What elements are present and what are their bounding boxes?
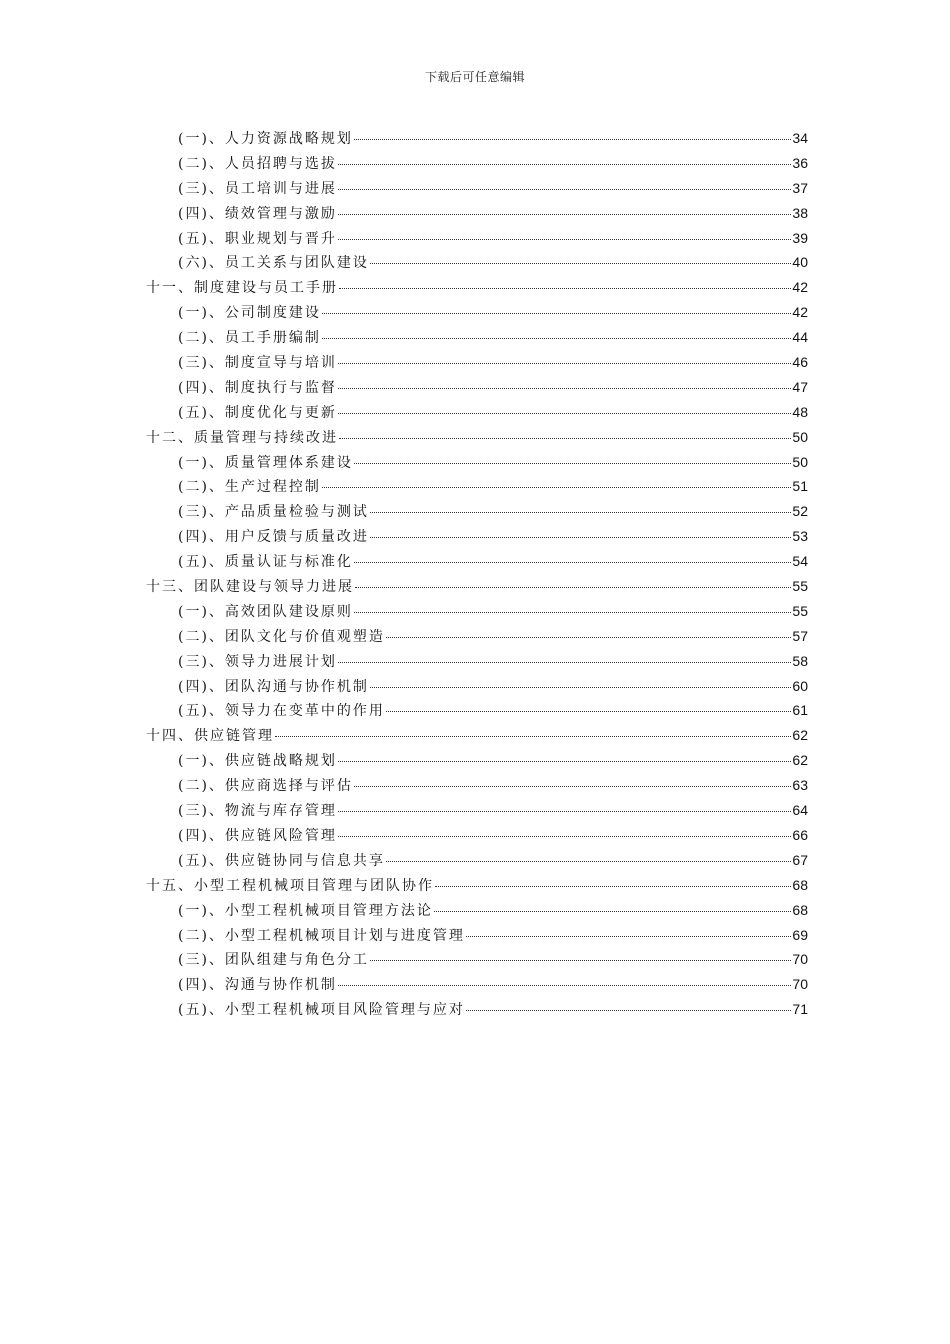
toc-entry-title: (三)、制度宣导与培训 xyxy=(178,355,337,372)
toc-entry-page-number: 46 xyxy=(792,354,808,371)
toc-entry-page-number: 62 xyxy=(792,727,808,744)
toc-section-entry[interactable] xyxy=(146,300,808,325)
toc-entry-title: 十二、质量管理与持续改进 xyxy=(146,429,338,446)
toc-entry-title: (四)、制度执行与监督 xyxy=(178,379,337,396)
toc-dot-leader xyxy=(339,437,791,439)
toc-entry-page-number: 50 xyxy=(792,428,808,445)
toc-entry-title: (五)、制度优化与更新 xyxy=(178,404,337,421)
toc-dot-leader xyxy=(466,935,791,937)
toc-entry-page-number: 64 xyxy=(792,802,808,819)
toc-dot-leader xyxy=(466,1009,791,1011)
toc-entry-title: 十一、制度建设与员工手册 xyxy=(146,280,338,297)
toc-section-entry[interactable] xyxy=(146,450,808,475)
toc-section-entry[interactable] xyxy=(146,599,808,624)
toc-entry-page-number: 34 xyxy=(792,130,808,146)
toc-dot-leader xyxy=(338,810,791,812)
toc-dot-leader xyxy=(386,860,791,862)
toc-dot-leader xyxy=(322,486,791,488)
toc-entry-title: (四)、供应链风险管理 xyxy=(178,827,337,844)
toc-entry-page-number: 55 xyxy=(792,578,808,595)
toc-entry-title: (四)、团队沟通与协作机制 xyxy=(178,678,369,695)
toc-section-entry[interactable] xyxy=(146,201,808,226)
toc-section-entry[interactable] xyxy=(146,823,808,848)
toc-section-entry[interactable] xyxy=(146,798,808,823)
toc-entry-title: 十四、供应链管理 xyxy=(146,728,274,745)
toc-section-entry[interactable] xyxy=(146,250,808,275)
toc-dot-leader xyxy=(386,636,791,638)
toc-entry-title: (四)、绩效管理与激励 xyxy=(178,205,337,222)
toc-chapter-entry[interactable] xyxy=(146,723,808,748)
toc-entry-title: (二)、小型工程机械项目计划与进度管理 xyxy=(178,927,465,944)
toc-dot-leader xyxy=(338,412,791,414)
toc-dot-leader xyxy=(339,287,791,289)
toc-entry-page-number: 67 xyxy=(792,851,808,868)
toc-entry-title: (二)、供应商选择与评估 xyxy=(178,778,353,795)
toc-section-entry[interactable] xyxy=(146,748,808,773)
toc-section-entry[interactable] xyxy=(146,698,808,723)
toc-dot-leader xyxy=(354,462,791,464)
toc-entry-page-number: 42 xyxy=(792,304,808,321)
toc-section-entry[interactable] xyxy=(146,151,808,176)
toc-entry-page-number: 60 xyxy=(792,677,808,694)
toc-section-entry[interactable] xyxy=(146,773,808,798)
toc-entry-title: (一)、供应链战略规划 xyxy=(178,753,337,770)
toc-entry-title: (一)、公司制度建设 xyxy=(178,305,321,322)
toc-entry-title: (四)、沟通与协作机制 xyxy=(178,977,337,994)
toc-dot-leader xyxy=(370,511,791,513)
toc-section-entry[interactable] xyxy=(146,898,808,923)
toc-entry-page-number: 71 xyxy=(792,1001,808,1018)
toc-section-entry[interactable] xyxy=(146,624,808,649)
toc-entry-page-number: 61 xyxy=(792,702,808,719)
toc-section-entry[interactable] xyxy=(146,375,808,400)
toc-entry-page-number: 62 xyxy=(792,752,808,769)
toc-section-entry[interactable] xyxy=(146,947,808,972)
toc-dot-leader xyxy=(338,984,791,986)
toc-chapter-entry[interactable] xyxy=(146,275,808,300)
toc-dot-leader xyxy=(338,835,791,837)
toc-entry-title: (二)、团队文化与价值观塑造 xyxy=(178,628,385,645)
toc-entry-title: (一)、小型工程机械项目管理方法论 xyxy=(178,902,433,919)
toc-entry-page-number: 66 xyxy=(792,826,808,843)
toc-section-entry[interactable] xyxy=(146,848,808,873)
toc-entry-page-number: 36 xyxy=(792,154,808,171)
toc-dot-leader xyxy=(435,885,791,887)
toc-entry-page-number: 70 xyxy=(792,976,808,993)
toc-entry-title: (五)、职业规划与晋升 xyxy=(178,230,337,247)
toc-entry-page-number: 48 xyxy=(792,403,808,420)
toc-dot-leader xyxy=(338,163,791,165)
toc-section-entry[interactable] xyxy=(146,524,808,549)
toc-entry-page-number: 40 xyxy=(792,254,808,271)
toc-dot-leader xyxy=(338,188,791,190)
page-header: 下载后可任意编辑 xyxy=(424,70,525,84)
toc-section-entry[interactable] xyxy=(146,923,808,948)
toc-entry-page-number: 54 xyxy=(792,553,808,570)
toc-dot-leader xyxy=(355,586,791,588)
toc-dot-leader xyxy=(386,710,791,712)
toc-dot-leader xyxy=(370,686,791,688)
toc-entry-title: (三)、团队组建与角色分工 xyxy=(178,952,369,969)
toc-entry-page-number: 68 xyxy=(792,901,808,918)
toc-entry-page-number: 37 xyxy=(792,179,808,196)
toc-entry-title: (三)、员工培训与进展 xyxy=(178,180,337,197)
toc-section-entry[interactable] xyxy=(146,126,808,151)
toc-entry-title: (五)、小型工程机械项目风险管理与应对 xyxy=(178,1002,465,1019)
toc-dot-leader xyxy=(354,611,791,613)
toc-entry-page-number: 52 xyxy=(792,503,808,520)
toc-entry-page-number: 69 xyxy=(792,926,808,943)
toc-dot-leader xyxy=(338,760,791,762)
toc-section-entry[interactable] xyxy=(146,325,808,350)
toc-entry-page-number: 68 xyxy=(792,876,808,893)
toc-entry-title: (二)、员工手册编制 xyxy=(178,330,321,347)
toc-dot-leader xyxy=(370,536,791,538)
toc-dot-leader xyxy=(354,138,791,140)
toc-entry-page-number: 55 xyxy=(792,602,808,619)
toc-entry-page-number: 51 xyxy=(792,478,808,495)
toc-chapter-entry[interactable] xyxy=(146,574,808,599)
toc-entry-title: 十五、小型工程机械项目管理与团队协作 xyxy=(146,877,434,894)
toc-dot-leader xyxy=(370,959,791,961)
toc-dot-leader xyxy=(354,561,791,563)
toc-entry-page-number: 53 xyxy=(792,528,808,545)
toc-section-entry[interactable] xyxy=(146,649,808,674)
toc-section-entry[interactable] xyxy=(146,474,808,499)
toc-section-entry[interactable] xyxy=(146,972,808,997)
toc-section-entry[interactable] xyxy=(146,176,808,201)
toc-dot-leader xyxy=(338,362,791,364)
toc-section-entry[interactable] xyxy=(146,226,808,251)
toc-dot-leader xyxy=(275,735,791,737)
toc-entry-page-number: 63 xyxy=(792,777,808,794)
table-of-contents xyxy=(146,126,808,1022)
toc-entry-page-number: 39 xyxy=(792,229,808,246)
toc-entry-title: (二)、人员招聘与选拔 xyxy=(178,155,337,172)
toc-entry-title: (五)、领导力在变革中的作用 xyxy=(178,703,385,720)
toc-chapter-entry[interactable] xyxy=(146,425,808,450)
toc-section-entry[interactable] xyxy=(146,549,808,574)
toc-chapter-entry[interactable] xyxy=(146,873,808,898)
toc-entry-title: (三)、产品质量检验与测试 xyxy=(178,504,369,521)
toc-dot-leader xyxy=(338,661,791,663)
toc-entry-title: (三)、领导力进展计划 xyxy=(178,653,337,670)
toc-dot-leader xyxy=(338,213,791,215)
toc-entry-title: (五)、供应链协同与信息共享 xyxy=(178,852,385,869)
toc-entry-title: 十三、团队建设与领导力进展 xyxy=(146,579,354,596)
toc-section-entry[interactable] xyxy=(146,674,808,699)
toc-entry-page-number: 58 xyxy=(792,652,808,669)
toc-entry-page-number: 38 xyxy=(792,204,808,221)
toc-entry-page-number: 47 xyxy=(792,378,808,395)
toc-entry-title: (四)、用户反馈与质量改进 xyxy=(178,529,369,546)
toc-dot-leader xyxy=(322,337,791,339)
toc-entry-title: (一)、高效团队建设原则 xyxy=(178,603,353,620)
toc-dot-leader xyxy=(338,238,791,240)
toc-dot-leader xyxy=(434,910,791,912)
toc-entry-title: (三)、物流与库存管理 xyxy=(178,803,337,820)
toc-dot-leader xyxy=(322,312,791,314)
toc-entry-page-number: 42 xyxy=(792,279,808,296)
toc-entry-page-number: 50 xyxy=(792,453,808,470)
toc-section-entry[interactable] xyxy=(146,499,808,524)
toc-entry-title: (五)、质量认证与标准化 xyxy=(178,554,353,571)
toc-dot-leader xyxy=(370,262,791,264)
toc-entry-page-number: 44 xyxy=(792,329,808,346)
toc-dot-leader xyxy=(338,387,791,389)
toc-entry-title: (六)、员工关系与团队建设 xyxy=(178,255,369,272)
toc-section-entry[interactable] xyxy=(146,400,808,425)
toc-entry-title: (一)、人力资源战略规划 xyxy=(178,131,353,147)
toc-entry-title: (二)、生产过程控制 xyxy=(178,479,321,496)
toc-entry-title: (一)、质量管理体系建设 xyxy=(178,454,353,471)
toc-section-entry[interactable] xyxy=(146,350,808,375)
toc-dot-leader xyxy=(354,785,791,787)
toc-entry-page-number: 57 xyxy=(792,627,808,644)
toc-entry-page-number: 70 xyxy=(792,951,808,968)
toc-section-entry[interactable] xyxy=(146,997,808,1022)
